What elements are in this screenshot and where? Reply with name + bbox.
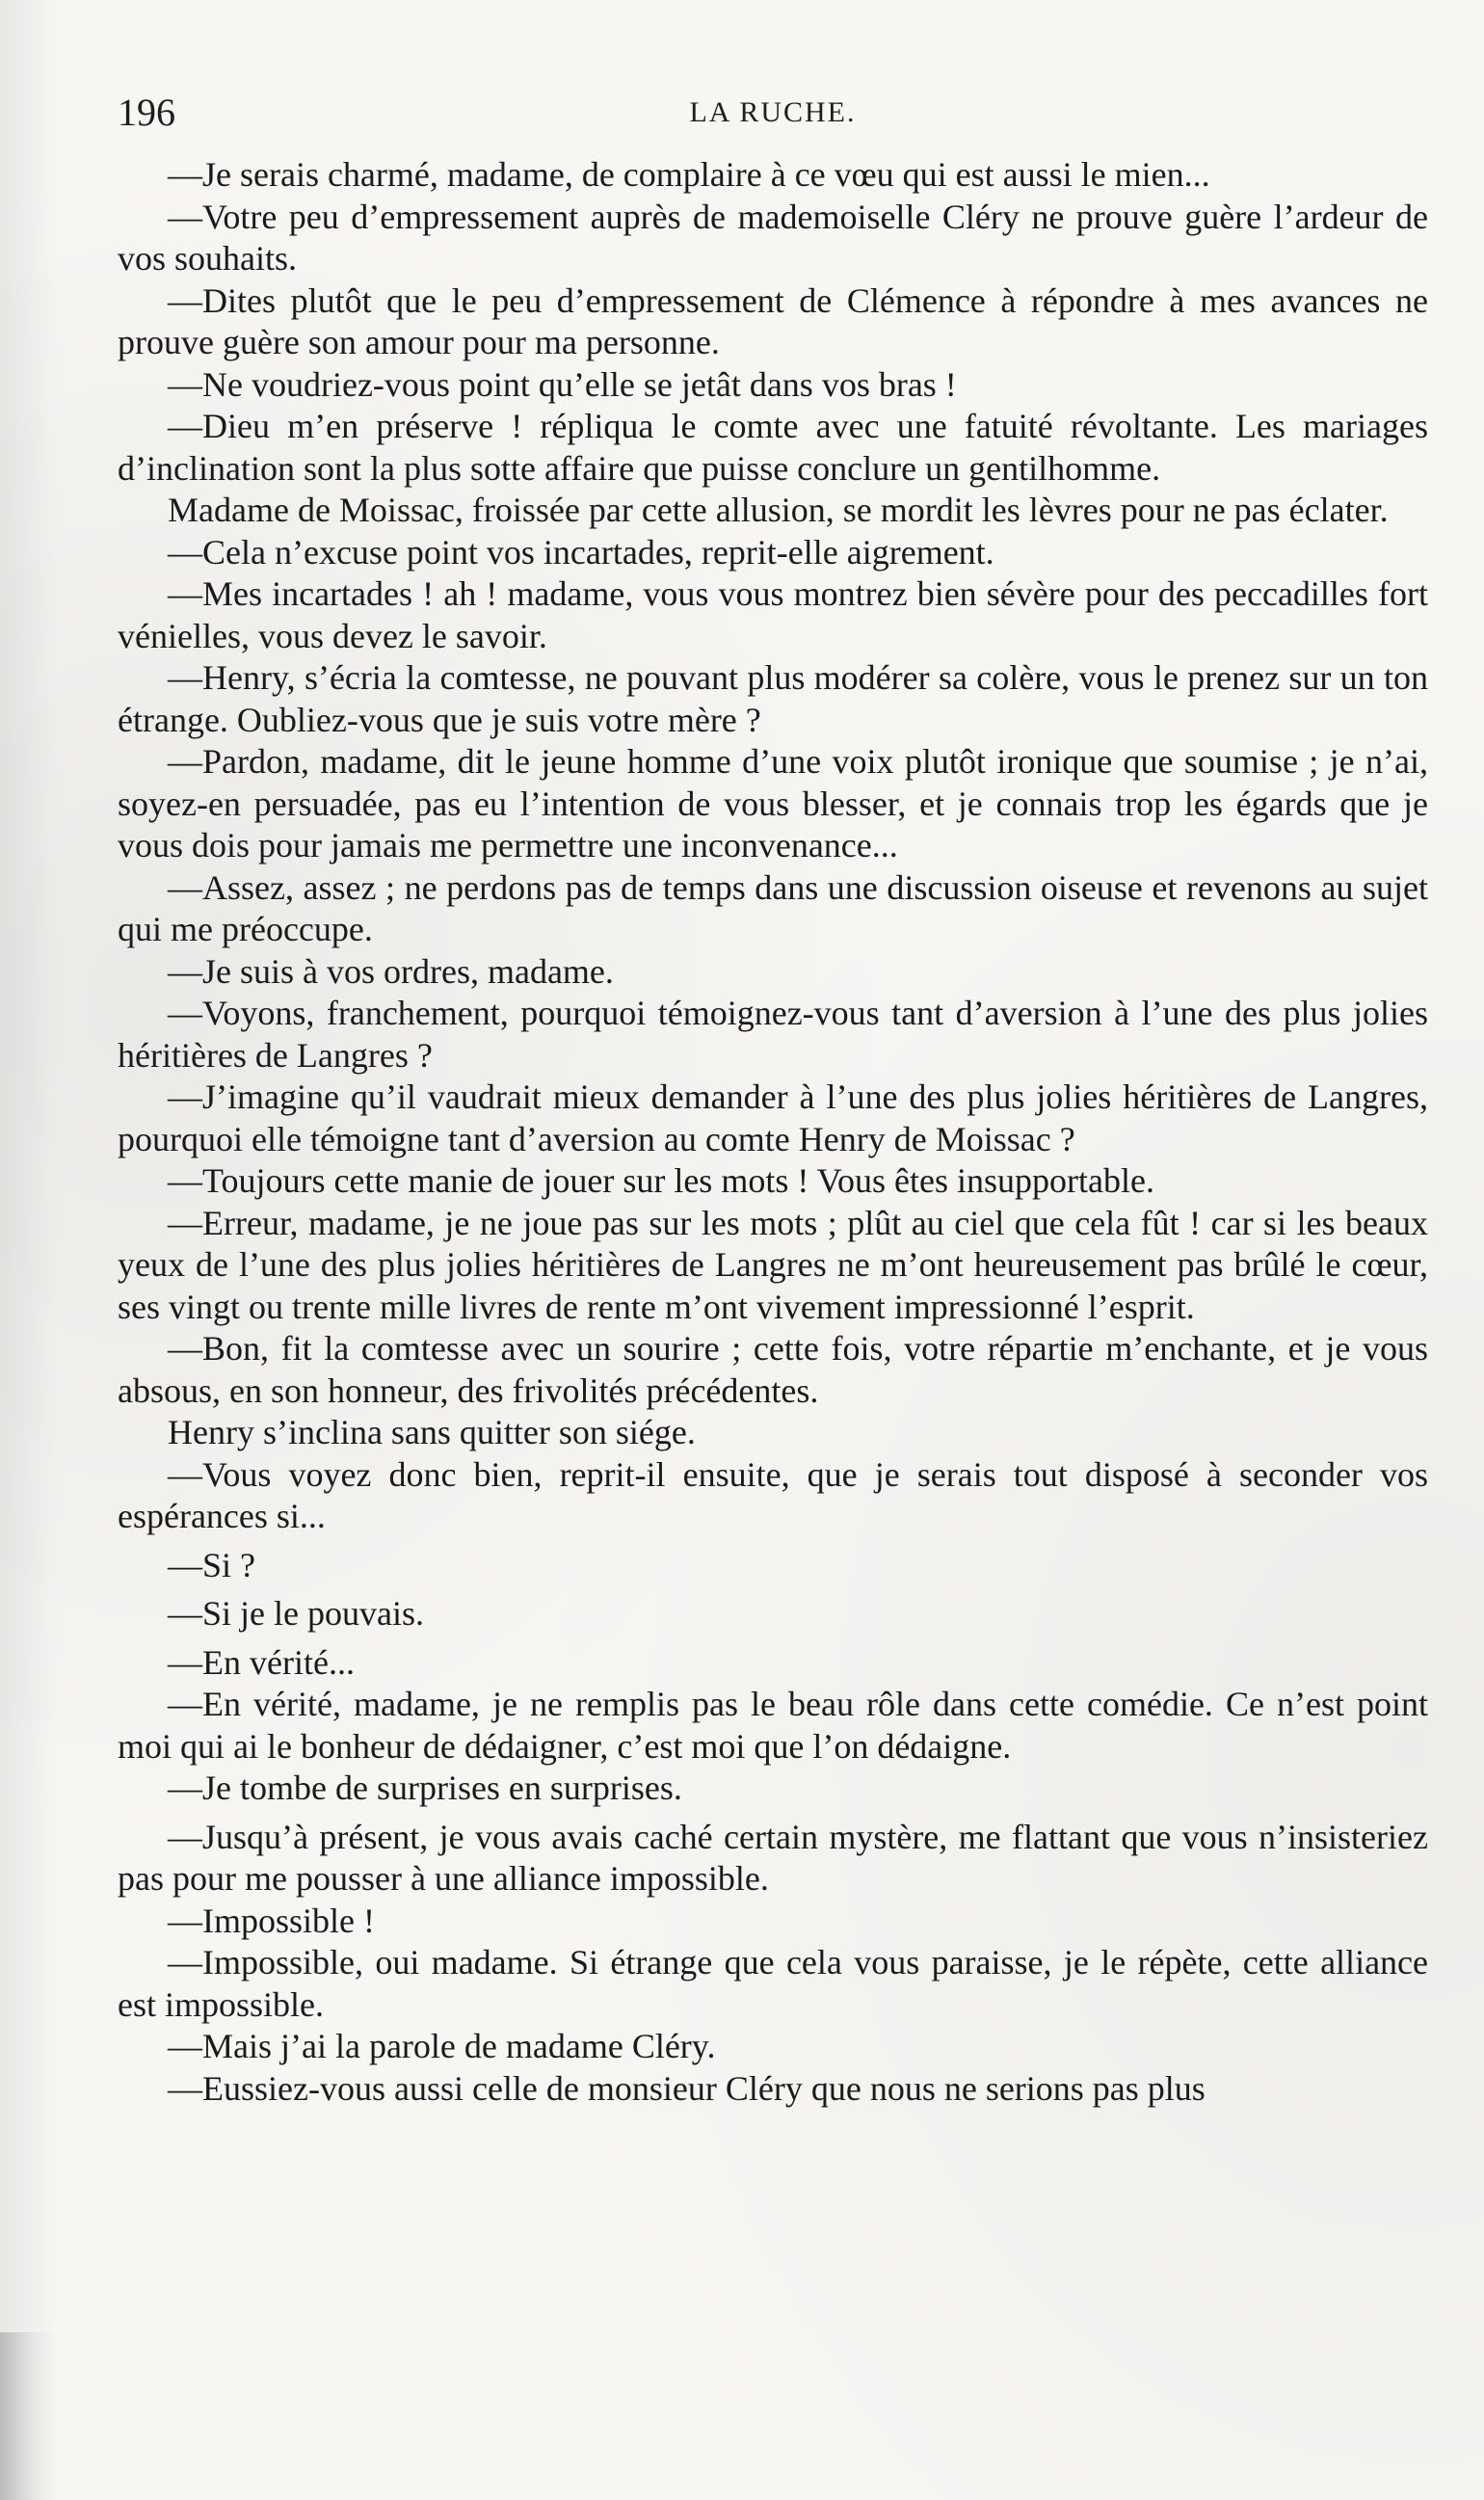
paragraph: —Cela n’excuse point vos incartades, reprit-elle aigrement. xyxy=(168,532,994,572)
paragraph: —En vérité, madame, je ne remplis pas le beau rôle dans cette comédie. Ce n’est point moi qui ai le bonheur de dédaigner, c’est moi que l’on dédaigne. xyxy=(118,1685,1428,1766)
paragraph: —Henry, s’écria la comtesse, ne pouvant plus modérer sa colère, vous le prenez sur un ton étrange. Oubliez-vous que je suis votre mère ? xyxy=(118,658,1428,739)
paragraph: —Je tombe de surprises en surprises. xyxy=(168,1769,682,1807)
paragraph: —Jusqu’à présent, je vous avais caché certain mystère, me flattant que vous n’insisteriez pas pour me pousser à une alliance impossible. xyxy=(118,1817,1428,1898)
paragraph: Henry s’inclina sans quitter son siége. xyxy=(168,1413,696,1451)
paragraph: —Voyons, franchement, pourquoi témoignez-vous tant d’aversion à l’une des plus jolies héritières de Langres ? xyxy=(118,994,1428,1075)
paragraph: —Impossible, oui madame. Si étrange que cela vous paraisse, je le répète, cette alliance est impossible. xyxy=(118,1943,1428,2024)
paragraph: —Je serais charmé, madame, de complaire à ce vœu qui est aussi le mien... xyxy=(168,155,1210,194)
paragraph: —Dieu m’en préserve ! répliqua le comte avec une fatuité révoltante. Les mariages d’inclination sont la plus sotte affaire que puisse conclure un gentilhomme. xyxy=(118,407,1428,488)
page-header xyxy=(118,89,1428,137)
paragraph: —Erreur, madame, je ne joue pas sur les mots ; plût au ciel que cela fût ! car si les beaux yeux de l’une des plus jolies héritières de Langres ne m’ont heureusement pas brûlé le cœur, ses vingt ou trente mille livres de rente m’ont vivement impressionné l’esprit. xyxy=(118,1203,1428,1326)
paragraph: —Vous voyez donc bien, reprit-il ensuite, que je serais tout disposé à seconder vos espérances si... xyxy=(118,1454,1428,1535)
body-text xyxy=(118,154,1428,2110)
paragraph: —Eussiez-vous aussi celle de monsieur Cléry que nous ne serions pas plus xyxy=(168,2068,1206,2108)
paragraph: —Pardon, madame, dit le jeune homme d’une voix plutôt ironique que soumise ; je n’ai, soyez-en persuadée, pas eu l’intention de vous blesser, et je connais trop les égards que je vous dois pour jamais me permettre une inconvenance... xyxy=(118,742,1428,864)
paragraph: —Bon, fit la comtesse avec un sourire ; cette fois, votre répartie m’enchante, et je vous absous, en son honneur, des frivolités précédentes. xyxy=(118,1329,1428,1410)
paragraph: —J’imagine qu’il vaudrait mieux demander à l’une des plus jolies héritières de Langres, pourquoi elle témoigne tant d’aversion au comte Henry de Moissac ? xyxy=(118,1077,1428,1158)
paragraph: —Mes incartades ! ah ! madame, vous vous montrez bien sévère pour des peccadilles fort vénielles, vous devez le savoir. xyxy=(118,574,1428,655)
paragraph: —Si je le pouvais. xyxy=(168,1594,424,1633)
paragraph: Madame de Moissac, froissée par cette allusion, se mordit les lèvres pour ne pas éclater. xyxy=(168,491,1389,529)
paragraph: —Assez, assez ; ne perdons pas de temps dans une discussion oiseuse et revenons au sujet qui me préoccupe. xyxy=(118,867,1428,948)
paragraph: —Votre peu d’empressement auprès de mademoiselle Cléry ne prouve guère l’ardeur de vos souhaits. xyxy=(118,197,1428,278)
page-number: 196 xyxy=(118,91,175,134)
paragraph: —Dites plutôt que le peu d’empressement de Clémence à répondre à mes avances ne prouve guère son amour pour ma personne. xyxy=(118,280,1428,361)
page-edge-shadow xyxy=(0,2332,58,2500)
paragraph: —En vérité... xyxy=(168,1642,355,1682)
paragraph: —Si ? xyxy=(168,1545,256,1584)
paragraph: —Toujours cette manie de jouer sur les mots ! Vous êtes insupportable. xyxy=(168,1161,1154,1200)
paragraph: —Ne voudriez-vous point qu’elle se jetât dans vos bras ! xyxy=(168,364,957,404)
running-title: LA RUCHE. xyxy=(689,96,857,128)
paragraph: —Impossible ! xyxy=(168,1901,375,1940)
paragraph: —Mais j’ai la parole de madame Cléry. xyxy=(168,2027,716,2065)
paragraph: —Je suis à vos ordres, madame. xyxy=(168,951,614,991)
